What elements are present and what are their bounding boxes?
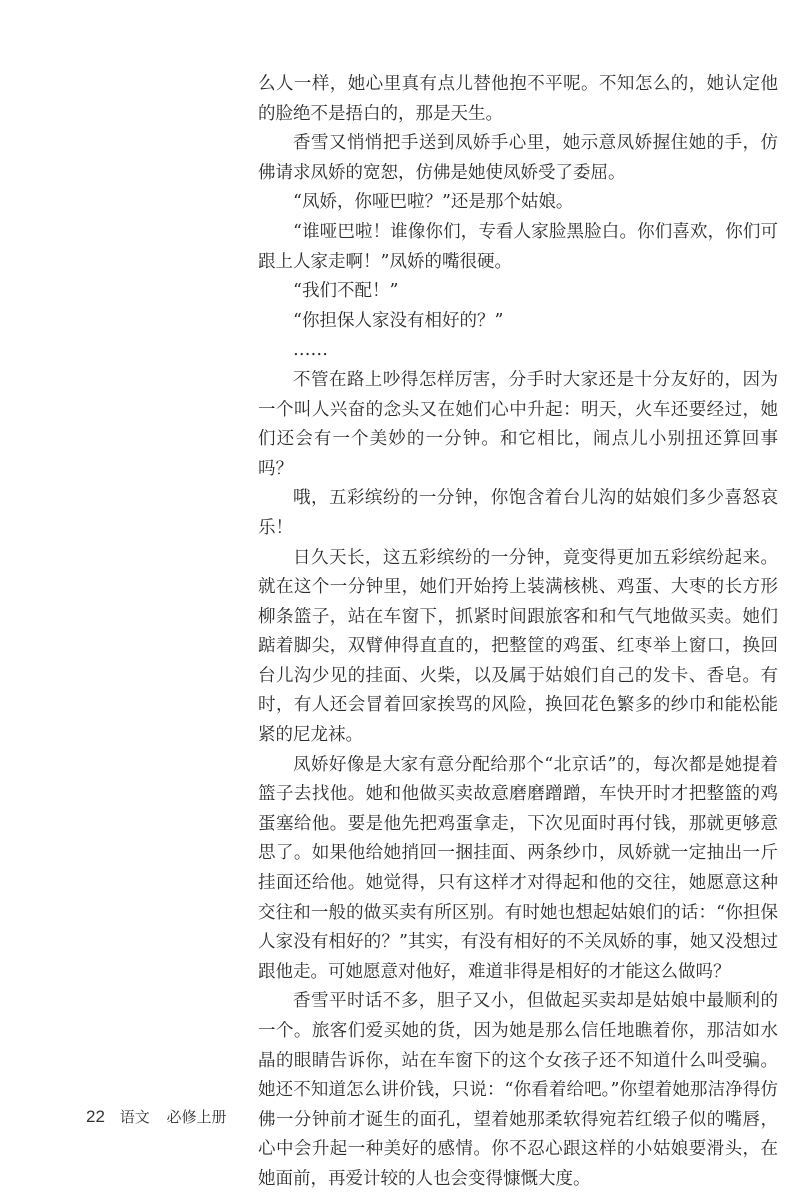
book-title: 语文: [119, 1108, 150, 1126]
page-footer: [86, 1106, 227, 1127]
paragraph: 不管在路上吵得怎样厉害，分手时大家还是十分友好的，因为一个叫人兴奋的念头又在她们心中升起：明天，火车还要经过，她们还会有一个美妙的一分钟。和它相比，闹点儿小别扭还算回事吗？: [258, 369, 778, 479]
book-volume: 必修上册: [166, 1108, 227, 1126]
body-text: [258, 70, 778, 1195]
paragraph: 香雪又悄悄把手送到凤娇手心里，她示意凤娇握住她的手，仿佛请求凤娇的宽恕，仿佛是她使凤娇受了委屈。: [258, 133, 778, 183]
paragraph: “凤娇，你哑巴啦？”还是那个姑娘。: [293, 192, 574, 213]
paragraph: ……: [293, 340, 328, 361]
paragraph: 么人一样，她心里真有点儿替他抱不平呢。不知怎么的，她认定他的脸绝不是捂白的，那是天生。: [258, 74, 778, 124]
paragraph: 凤娇好像是大家有意分配给那个“北京话”的，每次都是她提着篮子去找他。她和他做买卖故意磨磨蹭蹭，车快开时才把整篮的鸡蛋塞给他。要是他先把鸡蛋拿走，下次见面时再付钱，那就更够意思了。如果他给她捎回一捆挂面、两条纱巾，凤娇就一定抽出一斤挂面还给他。她觉得，只有这样才对得起和他的交往，她愿意这种交往和一般的做买卖有所区别。有时她也想起姑娘们的话：“你担保人家没有相好的？”其实，有没有相好的不关凤娇的事，她又没想过跟他走。可她愿意对他好，难道非得是相好的才能这么做吗？: [258, 754, 778, 982]
page-number: 22: [86, 1107, 105, 1126]
paragraph: “我们不配！”: [293, 281, 399, 302]
paragraph: 香雪平时话不多，胆子又小，但做起买卖却是姑娘中最顺利的一个。旅客们爱买她的货，因为她是那么信任地瞧着你，那洁如水晶的眼睛告诉你，站在车窗下的这个女孩子还不知道什么叫受骗。她还不知道怎么讲价钱，只说：“你看着给吧。”你望着她那洁净得仿佛一分钟前才诞生的面孔，望着她那柔软得宛若红缎子似的嘴唇，心中会升起一种美好的感情。你不忍心跟这样的小姑娘要滑头，在她面前，再爱计较的人也会变得慷慨大度。: [258, 991, 778, 1189]
paragraph: 日久天长，这五彩缤纷的一分钟，竟变得更加五彩缤纷起来。就在这个一分钟里，她们开始挎上装满核桃、鸡蛋、大枣的长方形柳条篮子，站在车窗下，抓紧时间跟旅客和和气气地做买卖。她们踮着脚尖，双臂伸得直直的，把整筐的鸡蛋、红枣举上窗口，换回台儿沟少见的挂面、火柴，以及属于姑娘们自己的发卡、香皂。有时，有人还会冒着回家挨骂的风险，换回花色繁多的纱巾和能松能紧的尼龙袜。: [258, 547, 778, 746]
paragraph: “谁哑巴啦！谁像你们，专看人家脸黑脸白。你们喜欢，你们可跟上人家走啊！”凤娇的嘴很硬。: [258, 221, 778, 272]
paragraph: “你担保人家没有相好的？”: [293, 310, 504, 331]
paragraph: 哦，五彩缤纷的一分钟，你饱含着台儿沟的姑娘们多少喜怒哀乐！: [258, 488, 778, 538]
